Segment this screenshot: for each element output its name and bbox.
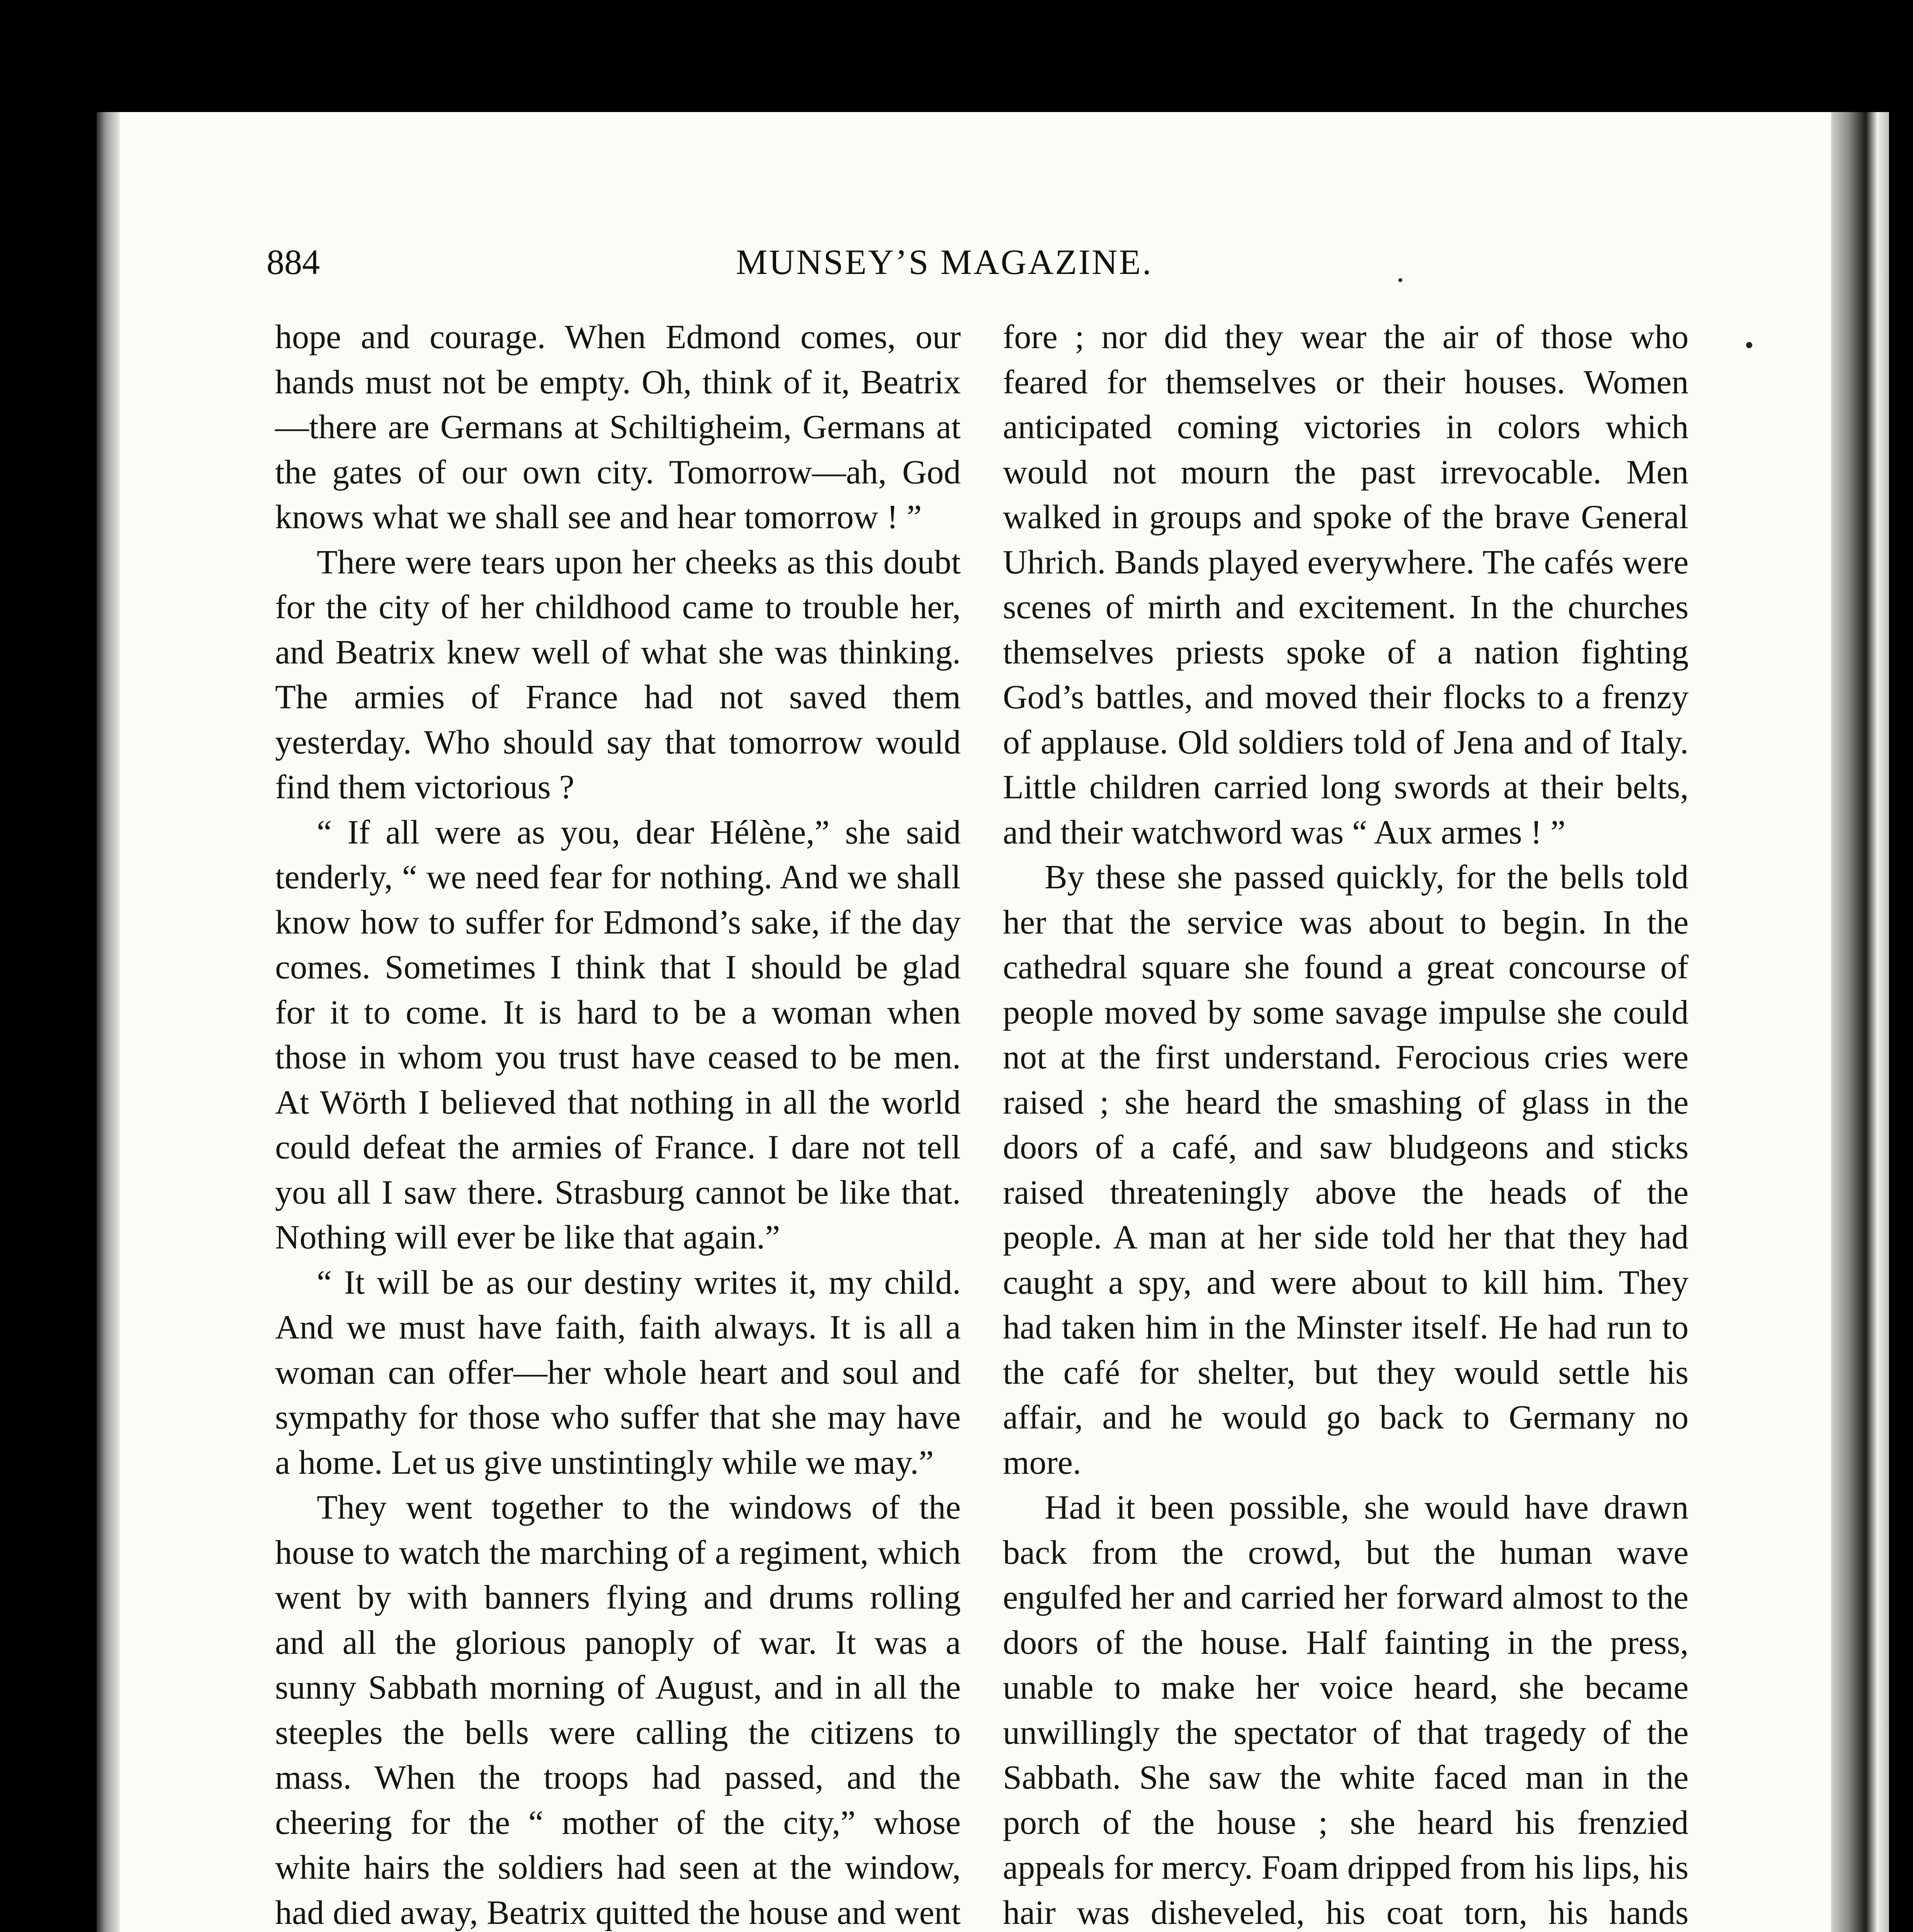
paragraph: By these she passed quickly, for the bells told her that the service was about to begin. In the cathedral square she found a great concourse of people moved by some savage impulse she could not at the first understand. Ferocious cries were raised ; she heard the smashing of glass in the doors of a café, and saw bludgeons and sticks raised threateningly above the heads of the people. A man at her side told her that they had caught a spy, and were about to kill him. They had taken him in the Minster itself. He had run to the café for shelter, but they would settle his affair, and he would go back to Germany no more. [1003, 859, 1689, 1481]
paragraph: hope and courage. When Edmond comes, our hands must not be empty. Oh, think of it, Beatrix—there are Germans at Schiltigheim, Germans at the gates of our own city. Tomorrow—ah, God knows what we shall see and hear tomorrow ! ” [275, 318, 961, 536]
print-speck [1398, 278, 1402, 282]
paragraph: “ It will be as our destiny writes it, my child. And we must have faith, faith always. It is all a woman can offer—her whole heart and soul and sympathy for those who suffer that she may have a home. Let us give unstintingly while we may.” [275, 1264, 961, 1481]
paragraph: fore ; nor did they wear the air of those who feared for themselves or their houses. Women anticipated coming victories in colors which would not mourn the past irrevocable. Men walked in groups and spoke of the brave General Uhrich. Bands played everywhere. The cafés were scenes of mirth and excitement. In the churches themselves priests spoke of a nation fighting God’s battles, and moved their flocks to a frenzy of applause. Old soldiers told of Jena and of Italy. Little children carried long swords at their belts, and their watchword was “ Aux armes ! ” [1003, 318, 1689, 851]
print-speck [1746, 342, 1752, 348]
running-header [267, 242, 1310, 288]
page-spine-shadow [97, 112, 120, 1932]
paragraph: Had it been possible, she would have drawn back from the crowd, but the human wave engulfed her and carried her forward almost to the doors of the house. Half fainting in the press, unable to make her voice heard, she became unwillingly the spectator of that tragedy of the Sabbath. She saw the white faced man in the porch of the house ; she heard his frenzied appeals for mercy. Foam dripped from his lips, his hair was disheveled, his coat torn, his hands [1003, 1489, 1689, 1932]
right-column [1003, 315, 1689, 1932]
paragraph: There were tears upon her cheeks as this doubt for the city of her childhood came to trouble her, and Beatrix knew well of what she was thinking. The armies of France had not saved them yesterday. Who should say that tomorrow would find them victorious ? [275, 543, 961, 806]
paragraph: They went together to the windows of the house to watch the marching of a regiment, which went by with banners flying and drums rolling and all the glorious panoply of war. It was a sunny Sabbath morning of August, and in all the steeples the bells were calling the citizens to mass. When the troops had passed, and the cheering for the “ mother of the city,” whose white hairs the soldiers had seen at the window, had died away, Beatrix quitted the house and went [275, 1489, 961, 1932]
running-title: MUNSEY’S MAGAZINE. [736, 242, 1153, 282]
page-number: 884 [267, 242, 320, 282]
page-edge-right [1831, 112, 1889, 1932]
left-column [275, 315, 961, 1932]
paragraph: “ If all were as you, dear Hélène,” she said tenderly, “ we need fear for nothing. And we shall know how to suffer for Edmond’s sake, if the day comes. Sometimes I think that I should be glad for it to come. It is hard to be a woman when those in whom you trust have ceased to be men. At Wörth I believed that nothing in all the world could defeat the armies of France. I dare not tell you all I saw there. Strasburg cannot be like that. Nothing will ever be like that again.” [275, 813, 961, 1256]
